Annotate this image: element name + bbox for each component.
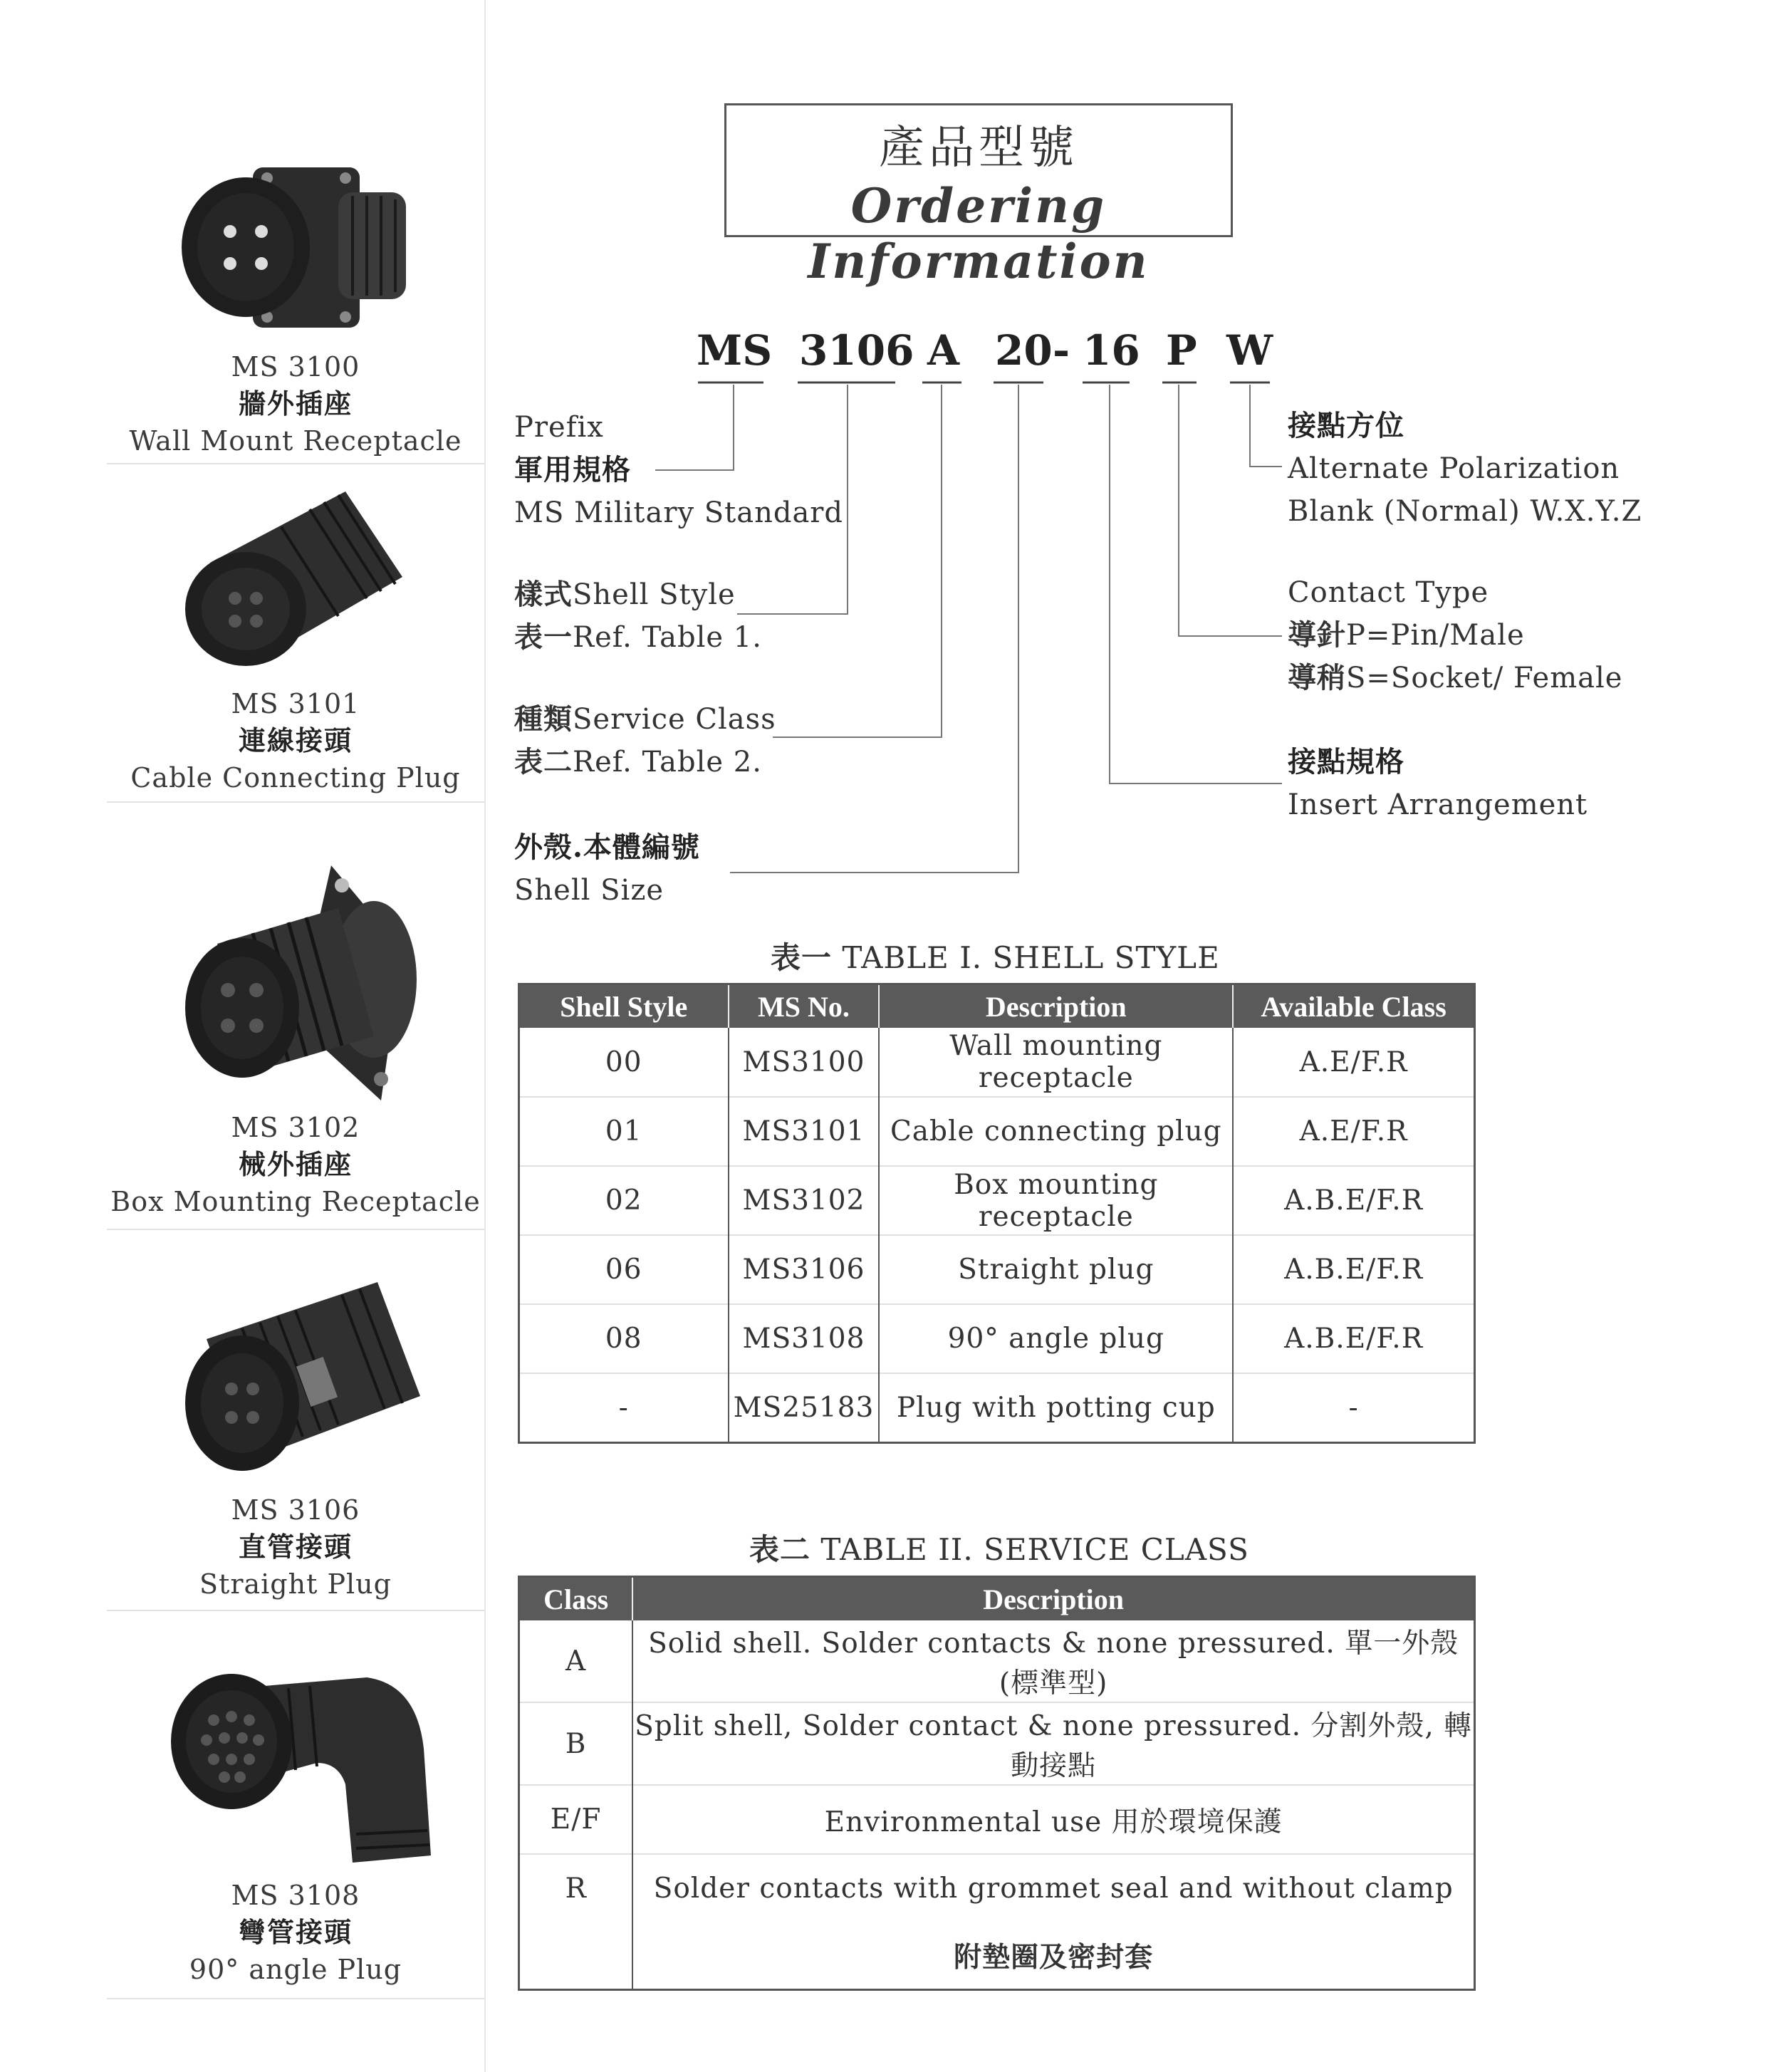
table-cell: 06 [519,1235,729,1304]
product-model: MS 3100 [231,351,360,382]
legend-shell-style-en: Shell Style [573,578,736,611]
table-cell: MS3108 [729,1304,880,1373]
table-cell: 00 [519,1028,729,1097]
table-cell: Solder contacts with grommet seal and without clamp [632,1854,1474,1922]
table-cell: Box mounting receptacle [879,1166,1233,1235]
shell-style-table [518,983,1476,1444]
table-cell: Wall mounting receptacle [879,1028,1233,1097]
table-row [519,1097,1475,1166]
product-name-en: Straight Plug [199,1568,392,1600]
product-ms3106 [107,1275,484,1603]
table-cell: Straight plug [879,1235,1233,1304]
table-cell [519,1922,633,1989]
table-row [519,1785,1475,1854]
table-row [519,1620,1475,1702]
table-cell: MS3101 [729,1097,880,1166]
legend-insert-zh: 接點規格 [1288,745,1404,779]
table-row [519,1922,1475,1989]
legend-insert [1288,741,1588,826]
legend-shell-size [514,826,700,912]
product-name-en: Cable Connecting Plug [130,762,461,793]
divider [107,1229,484,1230]
legend-prefix-desc: MS Military Standard [514,496,844,529]
table-cell: Cable connecting plug [879,1097,1233,1166]
table-cell: E/F [519,1785,633,1854]
legend-shell-size-zh: 外殼.本體編號 [514,831,700,864]
product-model: MS 3106 [231,1494,360,1526]
table-cell: Split shell, Solder contact & none pressured. 分割外殼, 轉動接點 [632,1702,1474,1785]
divider [107,1610,484,1611]
legend-insert-en: Insert Arrangement [1288,788,1588,821]
angle-plug-image [153,1663,438,1870]
product-model: MS 3101 [231,688,360,719]
table-header-row [519,984,1475,1029]
code-shell-size: 20 [995,326,1053,375]
code-service-class: A [927,326,960,375]
table-row [519,1235,1475,1304]
code-polarization: W [1226,326,1273,375]
table-cell: Solid shell. Solder contacts & none pressured. 單一外殼(標準型) [648,1628,1459,1699]
legend-service-class-ref-zh: 表二 [514,745,573,779]
table-cell: - [1233,1373,1474,1442]
table-row [519,1373,1475,1442]
product-name-zh: 彎管接頭 [238,1916,353,1948]
column-header: Description [879,984,1233,1029]
table-header-row [519,1577,1475,1621]
legend-service-class [514,698,776,783]
product-ms3108 [107,1663,484,1988]
column-header: Class [519,1577,633,1621]
table1-caption-en: TABLE I. SHELL STYLE [842,940,1220,975]
table-row [519,1702,1475,1785]
service-class-table [518,1576,1476,1991]
table-cell: MS3106 [729,1235,880,1304]
table-cell: R [519,1854,633,1922]
table2-caption-en: TABLE II. SERVICE CLASS [820,1532,1249,1567]
legend-service-class-en: Service Class [573,703,776,736]
table-cell: 90° angle plug [879,1304,1233,1373]
table-row [519,1854,1475,1922]
legend-polarization-options: Blank (Normal) W.X.Y.Z [1288,495,1642,528]
table1-caption-zh: 表一 [771,940,833,975]
product-name-zh: 連線接頭 [238,724,353,756]
divider [107,1998,484,1999]
title-zh: 產品型號 [879,122,1078,175]
product-name-zh: 牆外插座 [238,387,353,420]
table-cell: - [519,1373,729,1442]
code-prefix: MS [697,326,773,375]
legend-socket-zh: 導稍 [1288,661,1346,694]
table-row [519,1028,1475,1097]
legend-pin-zh: 導針 [1288,618,1346,652]
legend-polarization-en: Alternate Polarization [1288,452,1620,485]
table-cell: B [519,1702,633,1785]
product-name-zh: 械外插座 [238,1148,353,1180]
legend-contact-type-en: Contact Type [1288,576,1489,609]
product-name-zh: 直管接頭 [238,1531,353,1563]
legend-shell-style [514,573,762,659]
table-row [519,1166,1475,1235]
legend-service-class-zh: 種類 [514,702,573,736]
table-cell: A.B.E/F.R [1233,1166,1474,1235]
legend-prefix-en: Prefix [514,411,604,444]
table-cell: Environmental use 用於環境保護 [632,1785,1474,1854]
legend-socket: S=Socket/ Female [1346,662,1623,694]
legend-service-class-ref: Ref. Table 2. [573,746,762,779]
table-cell: A.E/F.R [1233,1097,1474,1166]
column-header: MS No. [729,984,880,1029]
table-cell: A.B.E/F.R [1233,1235,1474,1304]
table-cell: MS25183 [729,1373,880,1442]
table-cell: Plug with potting cup [879,1373,1233,1442]
legend-pin: P=Pin/Male [1346,619,1525,652]
column-header: Available Class [1233,984,1474,1029]
straight-plug-image [164,1275,427,1482]
legend-polarization-zh: 接點方位 [1288,409,1404,442]
legend-shell-size-en: Shell Size [514,874,664,907]
table-cell: 附墊圈及密封套 [954,1940,1154,1974]
table-cell: 08 [519,1304,729,1373]
product-name-en: Box Mounting Receptacle [110,1186,481,1217]
code-shell-style: 3106 [799,326,914,375]
legend-shell-style-zh: 樣式 [514,578,573,611]
legend-shell-style-ref-zh: 表一 [514,620,573,654]
table-cell: MS3100 [729,1028,880,1097]
table1-caption [771,935,1220,977]
product-name-en: Wall Mount Receptacle [129,425,462,457]
legend-polarization [1288,405,1642,533]
table2-caption-zh: 表二 [749,1532,811,1567]
table-cell: A [519,1620,633,1702]
product-model: MS 3102 [231,1112,360,1143]
code-insert: 16 [1083,326,1140,375]
table-cell: 01 [519,1097,729,1166]
code-contact: P [1166,326,1197,375]
table-row [519,1304,1475,1373]
legend-prefix [514,406,843,534]
product-name-en: 90° angle Plug [189,1954,402,1985]
table-cell: A.B.E/F.R [1233,1304,1474,1373]
table-cell: A.E/F.R [1299,1046,1408,1078]
column-header: Shell Style [519,984,729,1029]
legend-shell-style-ref: Ref. Table 1. [573,621,762,654]
table2-caption [749,1526,1249,1569]
column-header: Description [632,1577,1474,1621]
legend-prefix-zh: 軍用規格 [514,453,631,486]
code-dash: - [1053,326,1070,375]
table-cell: 02 [519,1166,729,1235]
legend-contact-type [1288,571,1622,699]
title-en: Ordering Information [808,178,1150,289]
product-model: MS 3108 [231,1880,360,1911]
table-cell: MS3102 [729,1166,880,1235]
